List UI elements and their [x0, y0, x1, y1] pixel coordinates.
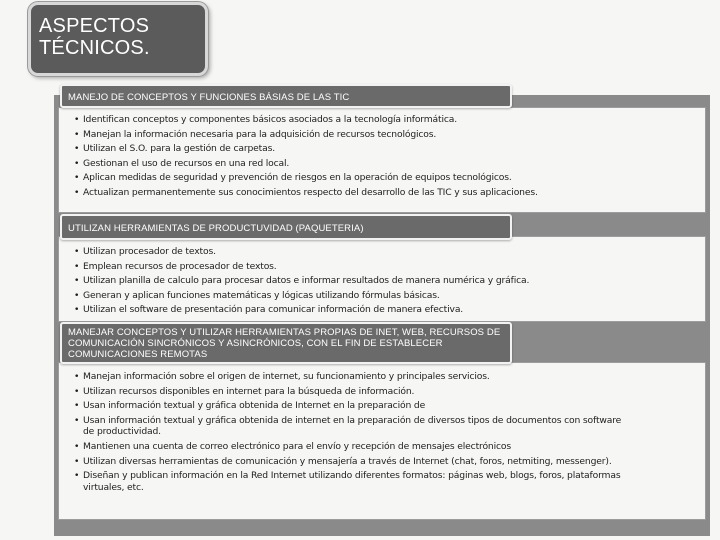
list-item: • Utilizan recursos disponibles en internet para la búsqueda de información.	[74, 386, 631, 398]
list-item: • Manejan la información necesaria para la adquisición de recursos tecnológicos.	[74, 128, 538, 143]
list-item: • Utilizan planilla de calculo para procesar datos e informar resultados de manera numérica y gráfica.	[74, 274, 529, 289]
section-2-list	[74, 245, 529, 318]
section-3-header: MANEJAR CONCEPTOS Y UTILIZAR HERRAMIENTAS PROPIAS DE INET, WEB, RECURSOS DE COMUNICACIÓN SINCRÓNICOS Y ASINCRÓNICOS, CON EL FIN DE ESTABLECER COMUNICACIONES REMOTAS	[60, 322, 512, 364]
list-item: • Mantienen una cuenta de correo electrónico para el envío y recepción de mensajes electrónicos	[74, 441, 631, 453]
slide-title: ASPECTOS TÉCNICOS.	[28, 2, 208, 76]
list-item: • Utilizan el S.O. para la gestión de carpetas.	[74, 142, 538, 157]
list-item: • Emplean recursos de procesador de textos.	[74, 260, 529, 275]
list-item: • Generan y aplican funciones matemáticas y lógicas utilizando fórmulas básicas.	[74, 289, 529, 304]
list-item: • Actualizan permanentemente sus conocimientos respecto del desarrollo de las TIC y sus aplicaciones.	[74, 186, 538, 201]
section-1-header: MANEJO DE CONCEPTOS Y FUNCIONES BÁSIAS DE LAS TIC	[60, 84, 512, 108]
list-item: • Aplican medidas de seguridad y prevención de riesgos en la operación de equipos tecnológicos.	[74, 171, 538, 186]
list-item: • Gestionan el uso de recursos en una red local.	[74, 157, 538, 172]
section-3-list	[74, 371, 631, 496]
list-item: • Utilizan procesador de textos.	[74, 245, 529, 260]
list-item: • Utilizan el software de presentación para comunicar información de manera efectiva.	[74, 303, 529, 318]
section-1-list	[74, 113, 538, 201]
list-item: • Diseñan y publican información en la Red Internet utilizando diferentes formatos: páginas web, blogs, foros, plataformas virtuales, etc.	[74, 470, 631, 493]
list-item: • Usan información textual y gráfica obtenida de Internet en la preparación de	[74, 400, 631, 412]
list-item: • Utilizan diversas herramientas de comunicación y mensajería a través de Internet (chat, foros, netmiting, messenger).	[74, 456, 631, 468]
list-item: • Usan información textual y gráfica obtenida de internet en la preparación de diversos tipos de documentos con software de productividad.	[74, 415, 631, 438]
list-item: • Identifican conceptos y componentes básicos asociados a la tecnología informática.	[74, 113, 538, 128]
section-2-header: UTILIZAN HERRAMIENTAS DE PRODUCTUVIDAD (PAQUETERIA)	[60, 214, 512, 240]
list-item: • Manejan información sobre el origen de internet, su funcionamiento y principales servicios.	[74, 371, 631, 383]
